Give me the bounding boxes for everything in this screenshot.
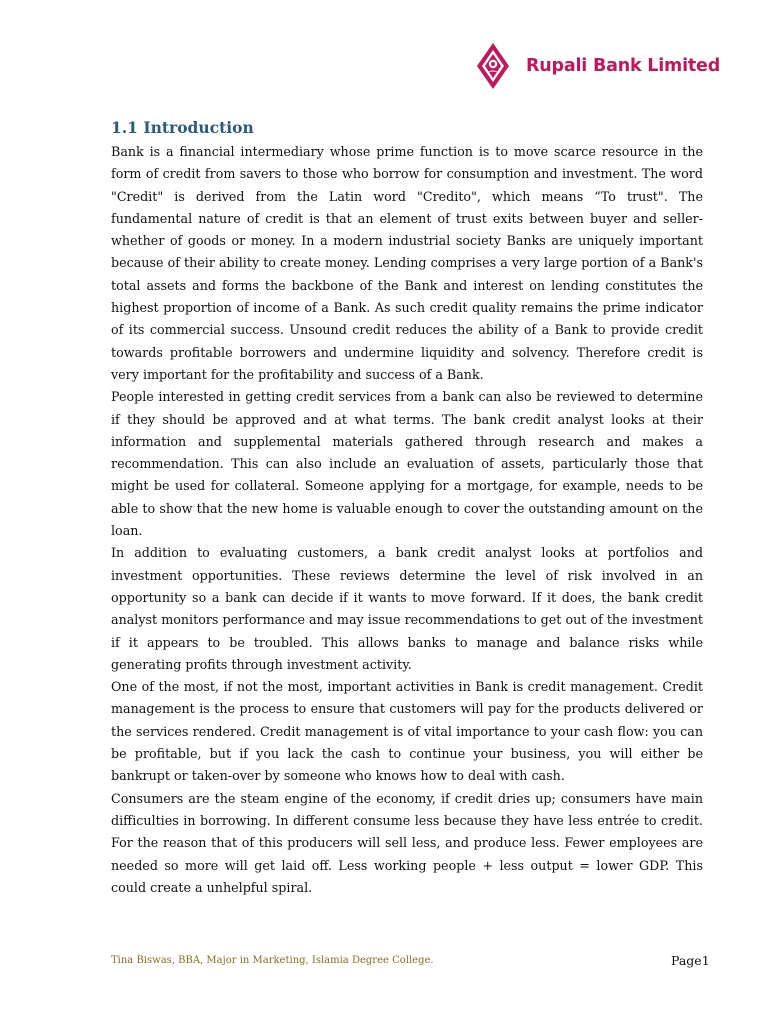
paragraph: In addition to evaluating customers, a bank credit analyst looks at portfolios and investment opportunities. These reviews determine the level of risk involved in an opportunity so a bank can decide if it wants to move forward. If it does, the bank credit analyst monitors performance and may issue recommendations to get out of the investment if it appears to be troubled. This allows banks to manage and balance risks while generating profits through investment activity.: [111, 545, 703, 672]
section-title: 1.1 Introduction: [111, 118, 254, 137]
page-number: Page1: [671, 953, 710, 968]
bank-name: Rupali Bank Limited: [526, 56, 721, 76]
paragraph: Bank is a financial intermediary whose prime function is to move scarce resource in the form of credit from savers to those who borrow for consumption and investment. The word "Credit" is derived from the Latin word "Credito", which means “To trust". The fundamental nature of credit is that an element of trust exits between buyer and seller-whether of goods or money. In a modern industrial society Banks are uniquely important because of their ability to create money. Lending comprises a very large portion of a Bank's total assets and forms the backbone of the Bank and interest on lending constitutes the highest proportion of income of a Bank. As such credit quality remains the prime indicator of its commercial success. Unsound credit reduces the ability of a Bank to provide credit towards profitable borrowers and undermine liquidity and solvency. Therefore credit is very important for the profitability and success of a Bank.: [111, 144, 703, 382]
rupali-bank-logo-icon: [476, 42, 510, 90]
footer-author: Tina Biswas, BBA, Major in Marketing, Islamia Degree College.: [111, 955, 434, 966]
page-header: [476, 42, 720, 90]
paragraph: Consumers are the steam engine of the economy, if credit dries up; consumers have main difficulties in borrowing. In different consume less because they have less entrée to credit. For the reason that of this producers will sell less, and produce less. Fewer employees are needed so more will get laid off. Less working people + less output = lower GDP. This could create a unhelpful spiral.: [111, 790, 703, 895]
paragraph: People interested in getting credit services from a bank can also be reviewed to determine if they should be approved and at what terms. The bank credit analyst looks at their information and supplemental materials gathered through research and makes a recommendation. This can also include an evaluation of assets, particularly those that might be used for collateral. Someone applying for a mortgage, for example, needs to be able to show that the new home is valuable enough to cover the outstanding amount on the loan.: [111, 389, 703, 539]
body-text: [111, 141, 703, 899]
paragraph: One of the most, if not the most, important activities in Bank is credit management. Credit management is the process to ensure that customers will pay for the products delivered or the services rendered. Credit management is of vital importance to your cash flow: you can be profitable, but if you lack the cash to continue your business, you will either be bankrupt or taken-over by someone who knows how to deal with cash.: [111, 679, 703, 784]
